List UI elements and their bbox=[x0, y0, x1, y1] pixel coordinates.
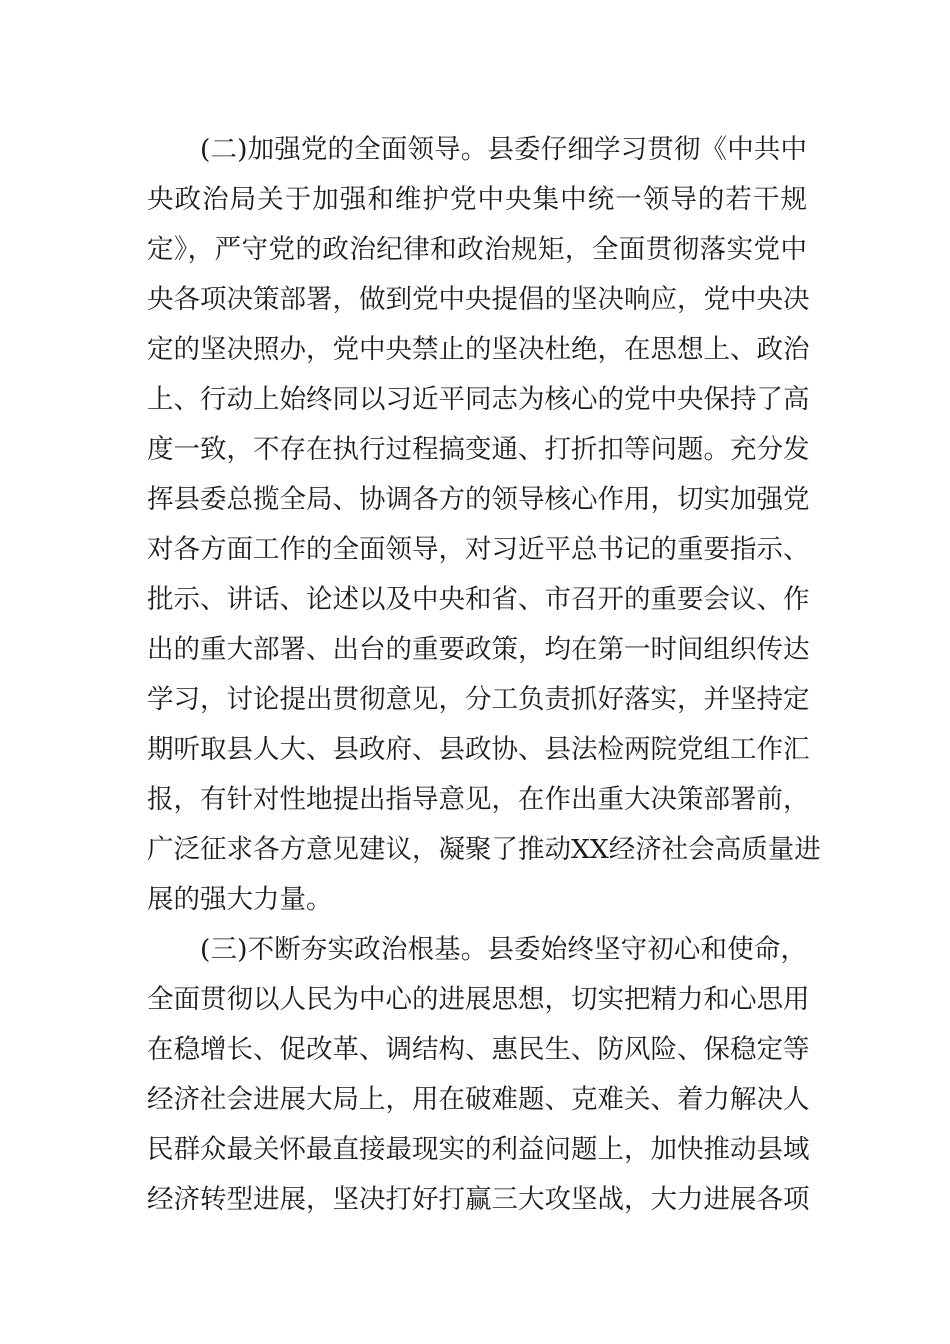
paragraph-2-line bbox=[0, 280, 950, 320]
paragraph-2-line bbox=[0, 830, 950, 870]
text-line: 展的强大力量。 bbox=[147, 884, 333, 915]
text-line: (二)加强党的全面领导。县委仔细学习贯彻《中共中 bbox=[200, 134, 807, 165]
text-line: 在稳增长、促改革、调结构、惠民生、防风险、保稳定等 bbox=[147, 1034, 810, 1065]
text-line: 民群众最关怀最直接最现实的利益问题上，加快推动县域 bbox=[147, 1134, 810, 1165]
text-line: 期听取县人大、县政府、县政协、县法检两院党组工作汇 bbox=[147, 734, 810, 765]
paragraph-2-line bbox=[0, 380, 950, 420]
paragraph-3-line bbox=[0, 930, 950, 970]
paragraph-2-line bbox=[0, 780, 950, 820]
text-line: 上、行动上始终同以习近平同志为核心的党中央保持了高 bbox=[147, 384, 810, 415]
paragraph-2-line bbox=[0, 880, 950, 920]
paragraph-2-line bbox=[0, 580, 950, 620]
paragraph-3-line bbox=[0, 1130, 950, 1170]
text-line: 定》，严守党的政治纪律和政治规矩，全面贯彻落实党中 bbox=[147, 234, 807, 265]
paragraph-2-line bbox=[0, 630, 950, 670]
text-line: (三)不断夯实政治根基。县委始终坚守初心和使命， bbox=[200, 934, 807, 965]
text-line: 对各方面工作的全面领导，对习近平总书记的重要指示、 bbox=[147, 534, 810, 565]
paragraph-2-line bbox=[0, 130, 950, 170]
paragraph-2-line bbox=[0, 530, 950, 570]
text-line: 批示、讲话、论述以及中央和省、市召开的重要会议、作 bbox=[147, 584, 810, 615]
paragraph-2-line bbox=[0, 330, 950, 370]
paragraph-2-line bbox=[0, 730, 950, 770]
paragraph-2-line bbox=[0, 680, 950, 720]
text-line: 经济转型进展，坚决打好打赢三大攻坚战，大力进展各项 bbox=[147, 1184, 810, 1215]
paragraph-2-line bbox=[0, 430, 950, 470]
paragraph-3-line bbox=[0, 1030, 950, 1070]
paragraph-3-line bbox=[0, 980, 950, 1020]
text-line: 定的坚决照办，党中央禁止的坚决杜绝，在思想上、政治 bbox=[147, 334, 810, 365]
text-line: 挥县委总揽全局、协调各方的领导核心作用，切实加强党 bbox=[147, 484, 810, 515]
text-line: 出的重大部署、出台的重要政策，均在第一时间组织传达 bbox=[147, 634, 810, 665]
paragraph-2-line bbox=[0, 230, 950, 270]
paragraph-3-line bbox=[0, 1180, 950, 1220]
text-line: 央政治局关于加强和维护党中央集中统一领导的若干规 bbox=[147, 184, 807, 215]
text-line: 报，有针对性地提出指导意见，在作出重大决策部署前， bbox=[147, 784, 810, 815]
text-line: 经济社会进展大局上，用在破难题、克难关、着力解决人 bbox=[147, 1084, 810, 1115]
text-line: 学习，讨论提出贯彻意见，分工负责抓好落实，并坚持定 bbox=[147, 684, 810, 715]
text-line: 全面贯彻以人民为中心的进展思想，切实把精力和心思用 bbox=[147, 984, 810, 1015]
paragraph-2-line bbox=[0, 480, 950, 520]
paragraph-2-line bbox=[0, 180, 950, 220]
text-line: 央各项决策部署，做到党中央提倡的坚决响应，党中央决 bbox=[147, 284, 810, 315]
text-line: 广泛征求各方意见建议，凝聚了推动XX经济社会高质量进 bbox=[147, 834, 821, 865]
paragraph-3-line bbox=[0, 1080, 950, 1120]
text-line: 度一致，不存在执行过程搞变通、打折扣等问题。充分发 bbox=[147, 434, 810, 465]
